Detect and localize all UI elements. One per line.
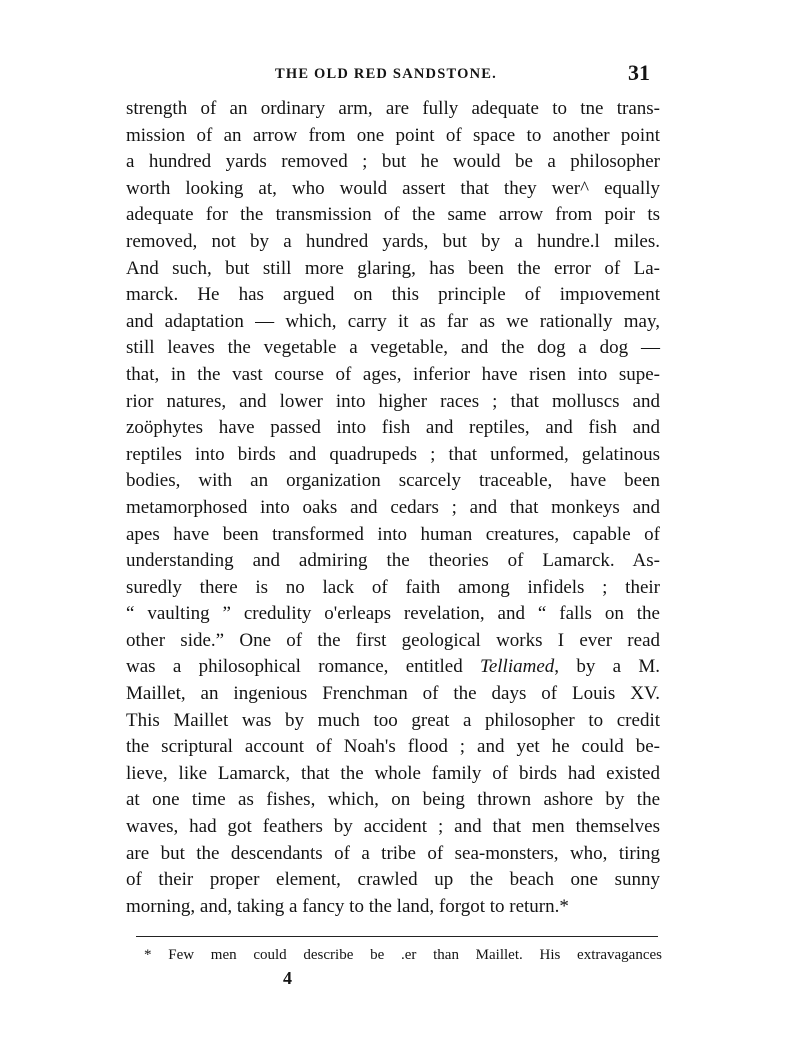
text-line: at one time as fishes, which, on being thrown ashore by the bbox=[126, 789, 660, 811]
text-line: still leaves the vegetable a vegetable, and the dog a dog — bbox=[126, 337, 660, 359]
page-number: 31 bbox=[628, 60, 650, 85]
body-text bbox=[126, 96, 660, 920]
text-line: that, in the vast course of ages, inferior have risen into supe- bbox=[126, 363, 660, 385]
text-line: was a philosophical romance, entitled Telliamed, by a M. bbox=[126, 656, 661, 678]
text-line: worth looking at, who would assert that they wer^ equally bbox=[126, 177, 660, 199]
text-line: reptiles into birds and quadrupeds ; that unformed, gelatinous bbox=[126, 443, 660, 465]
text-line: This Maillet was by much too great a philosopher to credit bbox=[126, 709, 660, 731]
signature-mark: 4 bbox=[283, 968, 292, 988]
text-line: And such, but still more glaring, has been the error of La- bbox=[126, 257, 660, 279]
text-line-last: morning, and, taking a fancy to the land, forgot to return.* bbox=[126, 895, 569, 917]
text-line: mission of an arrow from one point of space to another point bbox=[126, 124, 660, 146]
text-line: Maillet, an ingenious Frenchman of the days of Louis XV. bbox=[126, 683, 660, 705]
text-line: removed, not by a hundred yards, but by a hundre.l miles. bbox=[126, 230, 660, 252]
running-title: THE OLD RED SANDSTONE. bbox=[275, 66, 497, 82]
running-head bbox=[0, 60, 800, 90]
text-line: zoöphytes have passed into fish and reptiles, and fish and bbox=[126, 417, 660, 439]
text-line: and adaptation — which, carry it as far as we rationally may, bbox=[126, 310, 660, 332]
text-line: suredly there is no lack of faith among infidels ; their bbox=[126, 576, 660, 598]
text-line: waves, had got feathers by accident ; and that men themselves bbox=[126, 816, 660, 838]
text-line: adequate for the transmission of the same arrow from poir ts bbox=[126, 204, 660, 226]
text-line: lieve, like Lamarck, that the whole family of birds had existed bbox=[126, 762, 660, 784]
text-line: the scriptural account of Noah's flood ; and yet he could be- bbox=[126, 736, 660, 758]
footnote: * Few men could describe be .er than Maillet. His extravagances bbox=[144, 947, 662, 963]
text-line: are but the descendants of a tribe of sea-monsters, who, tiring bbox=[126, 842, 660, 864]
text-line: bodies, with an organization scarcely traceable, have been bbox=[126, 470, 660, 492]
footnote-rule bbox=[136, 936, 658, 937]
text-line: marck. He has argued on this principle of impıovement bbox=[126, 284, 660, 306]
book-title-italic: Telliamed bbox=[480, 656, 555, 678]
text-line: strength of an ordinary arm, are fully adequate to tne trans- bbox=[126, 98, 660, 119]
text-line: apes have been transformed into human creatures, capable of bbox=[126, 523, 660, 545]
text-line: other side.” One of the first geological works I ever read bbox=[126, 629, 660, 651]
text-line: a hundred yards removed ; but he would be a philosopher bbox=[126, 151, 660, 173]
text-line: understanding and admiring the theories of Lamarck. As- bbox=[126, 550, 660, 572]
text-line: of their proper element, crawled up the beach one sunny bbox=[126, 869, 660, 891]
text-line: “ vaulting ” credulity o'erleaps revelation, and “ falls on the bbox=[126, 603, 660, 625]
text-line: metamorphosed into oaks and cedars ; and that monkeys and bbox=[126, 496, 660, 518]
text-line: rior natures, and lower into higher races ; that molluscs and bbox=[126, 390, 660, 412]
